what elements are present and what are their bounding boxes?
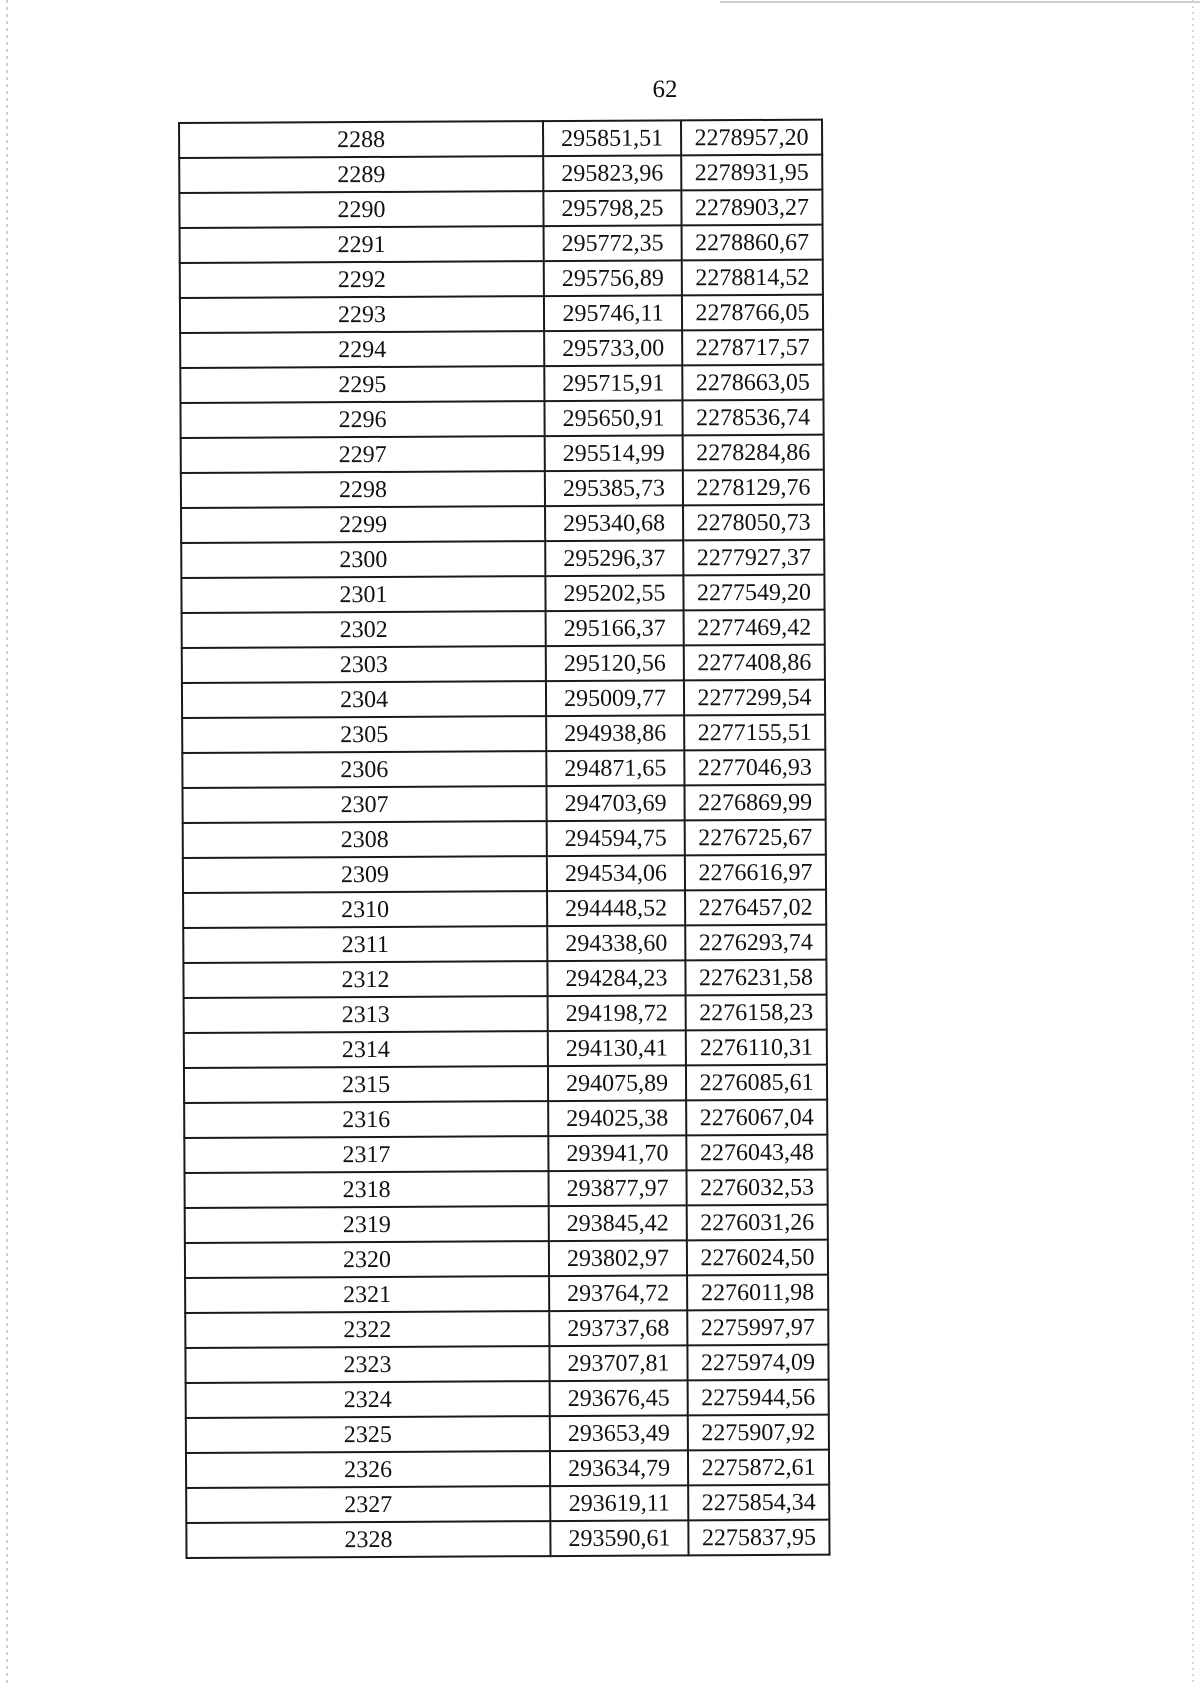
x-coordinate-cell: 294448,52 xyxy=(547,890,685,926)
x-coordinate-cell: 295715,91 xyxy=(544,365,682,401)
y-coordinate-cell: 2278814,52 xyxy=(682,260,823,296)
table-row xyxy=(181,505,824,543)
point-number-cell: 2313 xyxy=(184,996,548,1033)
x-coordinate-cell: 293737,68 xyxy=(549,1310,687,1346)
y-coordinate-cell: 2278284,86 xyxy=(683,435,824,471)
y-coordinate-cell: 2276031,26 xyxy=(687,1205,828,1241)
y-coordinate-cell: 2276725,67 xyxy=(685,820,826,856)
table-row xyxy=(185,1275,828,1313)
point-number-cell: 2308 xyxy=(183,821,547,858)
y-coordinate-cell: 2278903,27 xyxy=(681,190,822,226)
table-row xyxy=(182,680,825,718)
x-coordinate-cell: 294338,60 xyxy=(547,925,685,961)
table-row xyxy=(184,1030,827,1068)
x-coordinate-cell: 295296,37 xyxy=(545,540,683,576)
x-coordinate-cell: 294198,72 xyxy=(548,995,686,1031)
y-coordinate-cell: 2278129,76 xyxy=(683,470,824,506)
point-number-cell: 2307 xyxy=(182,786,546,823)
y-coordinate-cell: 2275974,09 xyxy=(687,1345,828,1381)
y-coordinate-cell: 2276085,61 xyxy=(686,1065,827,1101)
y-coordinate-cell: 2275854,34 xyxy=(688,1485,829,1521)
table-row xyxy=(185,1170,828,1208)
y-coordinate-cell: 2278717,57 xyxy=(682,330,823,366)
table-row xyxy=(180,330,823,368)
x-coordinate-cell: 295385,73 xyxy=(545,470,683,506)
point-number-cell: 2300 xyxy=(181,541,545,578)
x-coordinate-cell: 295772,35 xyxy=(544,225,682,261)
table-row xyxy=(181,435,824,473)
x-coordinate-cell: 295851,51 xyxy=(543,120,681,156)
table-row xyxy=(182,610,825,648)
y-coordinate-cell: 2276293,74 xyxy=(685,925,826,961)
point-number-cell: 2306 xyxy=(182,751,546,788)
y-coordinate-cell: 2278663,05 xyxy=(682,365,823,401)
x-coordinate-cell: 294871,65 xyxy=(546,750,684,786)
table-row xyxy=(181,575,824,613)
y-coordinate-cell: 2276024,50 xyxy=(687,1240,828,1276)
point-number-cell: 2302 xyxy=(182,611,546,648)
y-coordinate-cell: 2276110,31 xyxy=(686,1030,827,1066)
table-row xyxy=(185,1310,828,1348)
table-row xyxy=(186,1520,829,1558)
point-number-cell: 2289 xyxy=(179,156,543,193)
point-number-cell: 2324 xyxy=(186,1381,550,1418)
y-coordinate-cell: 2275907,92 xyxy=(688,1415,829,1451)
x-coordinate-cell: 293619,11 xyxy=(550,1485,688,1521)
y-coordinate-cell: 2277469,42 xyxy=(684,610,825,646)
y-coordinate-cell: 2278536,74 xyxy=(682,400,823,436)
point-number-cell: 2293 xyxy=(180,296,544,333)
y-coordinate-cell: 2277927,37 xyxy=(683,540,824,576)
y-coordinate-cell: 2276616,97 xyxy=(685,855,826,891)
point-number-cell: 2311 xyxy=(183,926,547,963)
x-coordinate-cell: 294284,23 xyxy=(547,960,685,996)
y-coordinate-cell: 2278766,05 xyxy=(682,295,823,331)
x-coordinate-cell: 293845,42 xyxy=(549,1205,687,1241)
point-number-cell: 2325 xyxy=(186,1416,550,1453)
x-coordinate-cell: 294130,41 xyxy=(548,1030,686,1066)
table-row xyxy=(181,470,824,508)
table-row xyxy=(179,120,822,158)
x-coordinate-cell: 293590,61 xyxy=(550,1520,688,1556)
point-number-cell: 2288 xyxy=(179,121,543,158)
x-coordinate-cell: 293877,97 xyxy=(548,1170,686,1206)
x-coordinate-cell: 293941,70 xyxy=(548,1135,686,1171)
table-row xyxy=(184,1065,827,1103)
table-row xyxy=(183,820,826,858)
y-coordinate-cell: 2277408,86 xyxy=(684,645,825,681)
point-number-cell: 2304 xyxy=(182,681,546,718)
point-number-cell: 2292 xyxy=(180,261,544,298)
y-coordinate-cell: 2275944,56 xyxy=(688,1380,829,1416)
x-coordinate-cell: 295514,99 xyxy=(545,435,683,471)
table-row xyxy=(186,1415,829,1453)
table-row xyxy=(180,295,823,333)
y-coordinate-cell: 2276011,98 xyxy=(687,1275,828,1311)
scan-edge-left xyxy=(6,0,8,1686)
y-coordinate-cell: 2278957,20 xyxy=(681,120,822,156)
table-row xyxy=(183,855,826,893)
table-row xyxy=(185,1240,828,1278)
point-number-cell: 2321 xyxy=(185,1276,549,1313)
point-number-cell: 2298 xyxy=(181,471,545,508)
point-number-cell: 2314 xyxy=(184,1031,548,1068)
x-coordinate-cell: 294703,69 xyxy=(546,785,684,821)
y-coordinate-cell: 2278860,67 xyxy=(682,225,823,261)
point-number-cell: 2291 xyxy=(180,226,544,263)
table-row xyxy=(180,225,823,263)
table-row xyxy=(183,925,826,963)
table-row xyxy=(182,645,825,683)
x-coordinate-cell: 293653,49 xyxy=(550,1415,688,1451)
y-coordinate-cell: 2278931,95 xyxy=(681,155,822,191)
x-coordinate-cell: 295120,56 xyxy=(546,645,684,681)
y-coordinate-cell: 2277046,93 xyxy=(684,750,825,786)
y-coordinate-cell: 2276457,02 xyxy=(685,890,826,926)
table-row xyxy=(179,190,822,228)
point-number-cell: 2312 xyxy=(183,961,547,998)
table-row xyxy=(179,155,822,193)
x-coordinate-cell: 294594,75 xyxy=(547,820,685,856)
x-coordinate-cell: 293676,45 xyxy=(550,1380,688,1416)
x-coordinate-cell: 294025,38 xyxy=(548,1100,686,1136)
table-row xyxy=(180,365,823,403)
table-row xyxy=(182,785,825,823)
point-number-cell: 2299 xyxy=(181,506,545,543)
x-coordinate-cell: 294534,06 xyxy=(547,855,685,891)
point-number-cell: 2296 xyxy=(180,401,544,438)
point-number-cell: 2297 xyxy=(181,436,545,473)
x-coordinate-cell: 293764,72 xyxy=(549,1275,687,1311)
table-row xyxy=(182,715,825,753)
x-coordinate-cell: 294938,86 xyxy=(546,715,684,751)
y-coordinate-cell: 2276032,53 xyxy=(686,1170,827,1206)
point-number-cell: 2315 xyxy=(184,1066,548,1103)
scan-edge-top xyxy=(720,1,1200,3)
table-row xyxy=(180,400,823,438)
point-number-cell: 2305 xyxy=(182,716,546,753)
table-row xyxy=(185,1345,828,1383)
y-coordinate-cell: 2276067,04 xyxy=(686,1100,827,1136)
x-coordinate-cell: 295340,68 xyxy=(545,505,683,541)
y-coordinate-cell: 2276158,23 xyxy=(686,995,827,1031)
point-number-cell: 2328 xyxy=(186,1521,550,1558)
table-row xyxy=(184,995,827,1033)
coordinates-table-body xyxy=(179,120,830,1558)
table-row xyxy=(180,260,823,298)
x-coordinate-cell: 294075,89 xyxy=(548,1065,686,1101)
table-row xyxy=(186,1450,829,1488)
y-coordinate-cell: 2275997,97 xyxy=(687,1310,828,1346)
point-number-cell: 2316 xyxy=(184,1101,548,1138)
table-row xyxy=(182,750,825,788)
y-coordinate-cell: 2276869,99 xyxy=(684,785,825,821)
point-number-cell: 2322 xyxy=(185,1311,549,1348)
x-coordinate-cell: 295823,96 xyxy=(543,155,681,191)
y-coordinate-cell: 2276231,58 xyxy=(685,960,826,996)
y-coordinate-cell: 2275872,61 xyxy=(688,1450,829,1486)
x-coordinate-cell: 293707,81 xyxy=(549,1345,687,1381)
point-number-cell: 2310 xyxy=(183,891,547,928)
table-row xyxy=(183,960,826,998)
point-number-cell: 2318 xyxy=(185,1171,549,1208)
x-coordinate-cell: 295166,37 xyxy=(546,610,684,646)
scan-edge-right xyxy=(1192,0,1194,1686)
point-number-cell: 2323 xyxy=(185,1346,549,1383)
point-number-cell: 2301 xyxy=(181,576,545,613)
x-coordinate-cell: 295009,77 xyxy=(546,680,684,716)
point-number-cell: 2317 xyxy=(184,1136,548,1173)
x-coordinate-cell: 295202,55 xyxy=(545,575,683,611)
table-row xyxy=(181,540,824,578)
table-row xyxy=(184,1100,827,1138)
point-number-cell: 2290 xyxy=(179,191,543,228)
y-coordinate-cell: 2277299,54 xyxy=(684,680,825,716)
y-coordinate-cell: 2278050,73 xyxy=(683,505,824,541)
x-coordinate-cell: 295650,91 xyxy=(544,400,682,436)
y-coordinate-cell: 2275837,95 xyxy=(688,1520,829,1556)
x-coordinate-cell: 295756,89 xyxy=(544,260,682,296)
x-coordinate-cell: 295733,00 xyxy=(544,330,682,366)
point-number-cell: 2303 xyxy=(182,646,546,683)
x-coordinate-cell: 295798,25 xyxy=(543,190,681,226)
table-row xyxy=(184,1135,827,1173)
point-number-cell: 2326 xyxy=(186,1451,550,1488)
y-coordinate-cell: 2276043,48 xyxy=(686,1135,827,1171)
y-coordinate-cell: 2277549,20 xyxy=(683,575,824,611)
table-row xyxy=(185,1205,828,1243)
coordinates-table xyxy=(178,119,831,1559)
table-row xyxy=(183,890,826,928)
point-number-cell: 2295 xyxy=(180,366,544,403)
page-number: 62 xyxy=(652,76,678,103)
table-row xyxy=(186,1380,829,1418)
table-row xyxy=(186,1485,829,1523)
x-coordinate-cell: 293802,97 xyxy=(549,1240,687,1276)
y-coordinate-cell: 2277155,51 xyxy=(684,715,825,751)
point-number-cell: 2320 xyxy=(185,1241,549,1278)
point-number-cell: 2319 xyxy=(185,1206,549,1243)
point-number-cell: 2327 xyxy=(186,1486,550,1523)
point-number-cell: 2309 xyxy=(183,856,547,893)
point-number-cell: 2294 xyxy=(180,331,544,368)
x-coordinate-cell: 295746,11 xyxy=(544,295,682,331)
x-coordinate-cell: 293634,79 xyxy=(550,1450,688,1486)
